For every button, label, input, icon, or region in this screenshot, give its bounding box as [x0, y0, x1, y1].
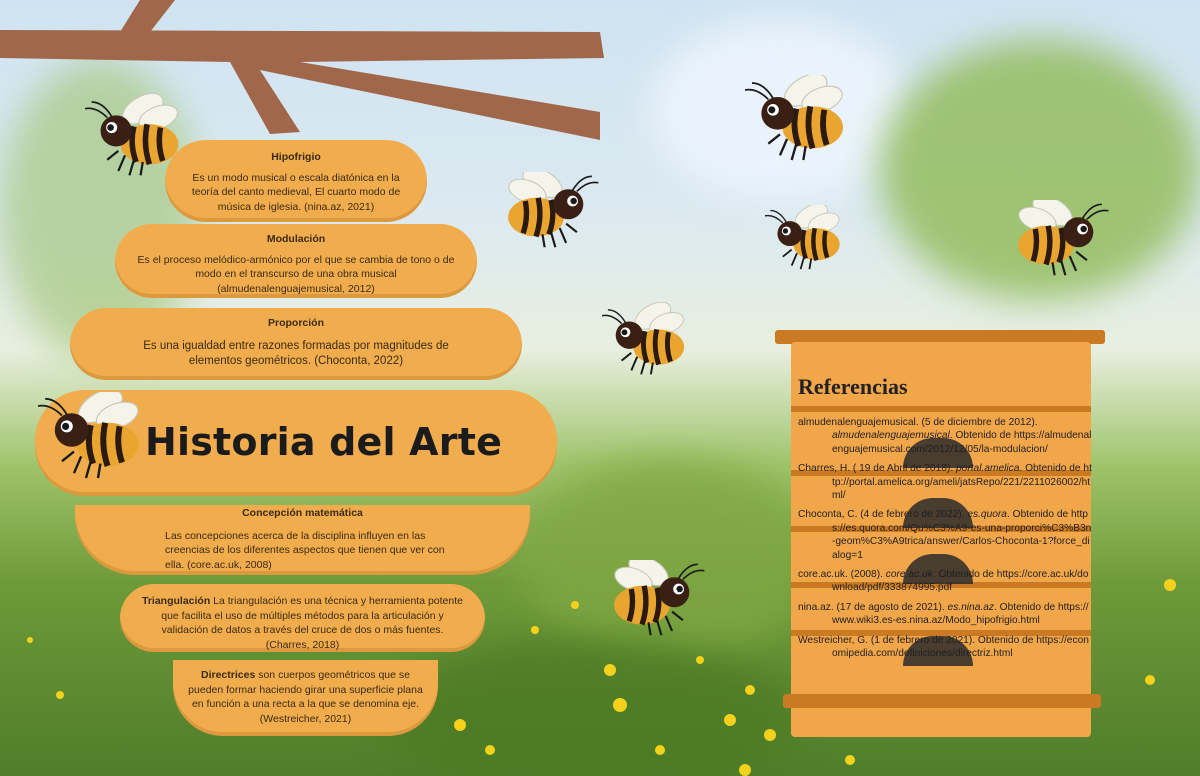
card-title: Triangulación	[141, 595, 211, 607]
bee-icon	[38, 392, 146, 492]
reference-entry	[798, 416, 1094, 456]
hive-base	[783, 694, 1101, 708]
reference-link: . Obtenido de https://es.quora.com/Qu%C3%A9-es-una-proporci%C3%B3n-geom%C3%A9trica/answer/Carlos-Choconta-1?force_dialog=1	[832, 509, 1092, 561]
card-text: Es un modo musical o escala diatónica en la teoría del canto medieval, El cuarto modo de música de iglesia. (nina.az, 2021)	[191, 171, 401, 213]
reference-link: . Obtenido de https://almudenalenguajemusical.com/2012/12/05/la-modulacion/	[832, 430, 1092, 455]
reference-author: Choconta, C. (4 de febrero de 2022).	[798, 509, 968, 521]
card-modulacion	[115, 224, 477, 298]
card-text: La triangulación es una técnica y herramienta potente que facilita el uso de múltiples métodos para la articulación y validación de datos a través del cruce de dos o más fuentes. (Charres, 2018)	[161, 595, 463, 651]
reference-author: Charres, H. ( 19 de Abril de 2018).	[798, 463, 956, 475]
reference-source: core.ac.uk	[885, 569, 933, 581]
reference-author: Westreicher, G. (1 de febrero de 2021).	[798, 634, 978, 646]
reference-author: nina.az. (17 de agosto de 2021).	[798, 601, 948, 613]
page-title: Historia del Arte	[145, 420, 503, 464]
card-title: Hipofrigio	[271, 151, 321, 163]
reference-source: almudenalenguajemusical	[832, 430, 950, 442]
reference-entry	[798, 508, 1094, 562]
card-directrices	[173, 660, 438, 736]
bee-icon	[500, 172, 600, 258]
card-title: Modulación	[266, 233, 326, 245]
card-title: Proporción	[267, 317, 324, 329]
bee-icon	[606, 560, 706, 646]
card-triangulacion	[120, 584, 485, 652]
reference-author: almudenalenguajemusical. (5 de diciembre de 2012).	[798, 417, 1038, 428]
card-title: Concepción matemática	[242, 507, 363, 519]
bee-icon	[1010, 200, 1110, 286]
reference-source: es.nina.az	[947, 601, 994, 613]
card-text: Es el proceso melódico-armónico por el que se cambia de tono o de modo en el transcurso de una obra musical (almudenalenguajemusical, 2012)	[137, 253, 455, 295]
reference-link: . Obtenido de https://core.ac.uk/download/pdf/333874995.pdf	[832, 569, 1089, 594]
reference-source: es.quora	[967, 509, 1007, 521]
card-text: son cuerpos geométricos que se pueden formar haciendo girar una superficie plana en función a una recta a la que se denomina eje. (Westreicher, 2021)	[188, 669, 423, 725]
card-hipofrigio	[165, 140, 427, 222]
reference-author: core.ac.uk. (2008).	[798, 569, 886, 581]
card-text: Es una igualdad entre razones formadas por magnitudes de elementos geométricos. (Choconta, 2022)	[143, 340, 449, 367]
reference-link: Obtenido de https://economipedia.com/definiciones/directriz.html	[832, 634, 1089, 660]
bee-icon	[745, 75, 850, 175]
card-proporcion	[70, 308, 522, 380]
card-concepcion-matematica	[75, 505, 530, 575]
reference-entry	[798, 568, 1094, 595]
card-text: Las concepciones acerca de la disciplina influyen en las creencias de los diferentes aspectos que tienen que ver con ella. (core.ac.uk, 2008)	[165, 529, 445, 571]
references-list	[798, 416, 1094, 667]
bee-icon	[765, 205, 845, 280]
reference-link: . Obtenido de https://www.wiki3.es-es.nina.az/Modo_hipofrigio.html	[832, 601, 1089, 627]
card-title: Directrices	[201, 669, 256, 681]
bee-icon	[85, 92, 185, 192]
bee-icon	[602, 302, 690, 388]
hive-stripe	[791, 406, 1091, 412]
reference-source: portal.amelica	[956, 463, 1020, 475]
references-heading: Referencias	[798, 374, 908, 399]
reference-entry	[798, 601, 1094, 628]
reference-entry	[798, 634, 1094, 661]
reference-entry	[798, 462, 1094, 502]
reference-link: . Obtenido de http://portal.amelica.org/ameli/jatsRepo/221/2211026002/html/	[832, 463, 1092, 502]
